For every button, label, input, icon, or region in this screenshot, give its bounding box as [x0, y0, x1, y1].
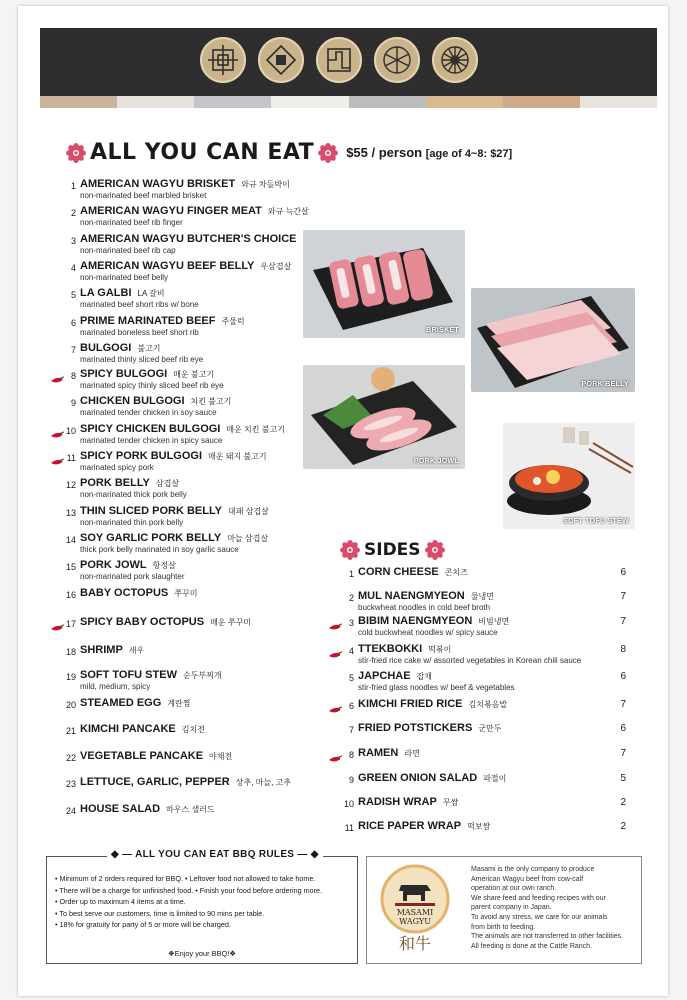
item-number: 7: [70, 345, 76, 355]
ayce-price: $55 / person [age of 4~8: $27]: [346, 145, 513, 160]
stripe-segment: [271, 96, 348, 108]
sides-title: SIDES: [364, 540, 421, 560]
item-description: mild, medium, spicy: [80, 682, 151, 691]
item-number: 2: [70, 208, 76, 218]
wagyu-text-line: Masami is the only company to produce: [471, 866, 595, 873]
item-korean-name: 콘치즈: [444, 568, 468, 577]
flower-icon: [318, 143, 338, 163]
item-korean-name: 떡볶이: [428, 645, 452, 654]
item-number: 13: [65, 508, 76, 518]
svg-text:和牛: 和牛: [398, 934, 432, 953]
item-korean-name: 떡보쌈: [467, 822, 491, 831]
item-price: 8: [620, 644, 626, 655]
item-name: AMERICAN WAGYU BEEF BELLY 우삼겹살: [80, 260, 292, 272]
item-number: 18: [65, 647, 76, 657]
item-korean-name: 김치볶음밥: [468, 700, 508, 709]
medallion-icon: [200, 37, 246, 83]
item-korean-name: 주물럭: [221, 317, 245, 326]
stripe-segment: [194, 96, 271, 108]
item-name: PORK BELLY 삼겹살: [80, 477, 180, 489]
item-number: 23: [65, 779, 76, 789]
item-name: SPICY CHICKEN BULGOGI 매운 치킨 불고기: [80, 423, 285, 435]
photo-caption: BRISKET: [426, 327, 459, 334]
item-korean-name: 라면: [404, 749, 420, 758]
item-korean-name: 불고기: [137, 344, 161, 353]
photo-brisket: [303, 230, 465, 338]
rule-line: • Minimum of 2 orders required for BBQ. • Leftover food not allowed to take home.: [55, 874, 316, 883]
photo-soft-tofu-stew: [503, 423, 635, 529]
item-number: 3: [70, 236, 76, 246]
item-description: stir-fried glass noodles w/ beef & vegetables: [358, 683, 515, 692]
bbq-rules-list: [55, 873, 322, 931]
item-description: marinated tender chicken in soy sauce: [80, 408, 217, 417]
item-name: HOUSE SALAD 하우스 샐러드: [80, 803, 215, 815]
item-number: 7: [348, 725, 354, 735]
item-price: 6: [620, 671, 626, 682]
item-name: RAMEN 라면: [358, 747, 420, 759]
item-name: BIBIM NAENGMYEON 비빔냉면: [358, 615, 510, 627]
item-name: KIMCHI FRIED RICE 김치볶음밥: [358, 698, 508, 710]
item-name: BABY OCTOPUS 쭈꾸미: [80, 587, 198, 599]
item-description: non-marinated beef rib finger: [80, 218, 183, 227]
bbq-rules-title: ◆ — ALL YOU CAN EAT BBQ RULES — ◆: [107, 849, 323, 860]
item-number: 3: [348, 618, 354, 628]
item-name: SPICY BULGOGI 매운 불고기: [80, 368, 215, 380]
item-korean-name: 매운 돼지 불고기: [208, 452, 267, 461]
wagyu-text-line: operation at our own ranch.: [471, 885, 557, 893]
item-price: 6: [620, 567, 626, 578]
item-name: FRIED POTSTICKERS 군만두: [358, 722, 502, 734]
ayce-title: ALL YOU CAN EAT: [90, 140, 315, 165]
stripe-segment: [426, 96, 503, 108]
item-korean-name: 야채전: [209, 752, 233, 761]
item-name: MUL NAENGMYEON 물냉면: [358, 590, 494, 602]
item-name: VEGETABLE PANCAKE 야채전: [80, 750, 233, 762]
item-name: LA GALBI LA 갈비: [80, 287, 165, 299]
item-description: marinated boneless beef short rib: [80, 328, 199, 337]
photo-caption: PORK JOWL: [413, 458, 459, 465]
item-korean-name: 매운 쭈꾸미: [210, 618, 251, 627]
item-price: 7: [620, 699, 626, 710]
stripe-segment: [580, 96, 657, 108]
flower-icon: [66, 143, 86, 163]
masami-wagyu-text: [471, 865, 637, 951]
item-korean-name: 항정살: [152, 561, 176, 570]
masami-wagyu-logo: [375, 863, 455, 957]
item-number: 9: [348, 775, 354, 785]
item-number: 11: [66, 453, 76, 463]
item-price: 7: [620, 748, 626, 759]
item-korean-name: 매운 불고기: [173, 370, 215, 379]
item-number: 9: [70, 398, 76, 408]
item-number: 19: [65, 672, 76, 682]
item-description: marinated spicy thinly sliced beef rib eye: [80, 381, 224, 390]
item-name: STEAMED EGG 계란찜: [80, 697, 191, 709]
item-number: 8: [70, 371, 76, 381]
item-korean-name: 무쌈: [442, 798, 459, 807]
item-name: AMERICAN WAGYU FINGER MEAT 와규 늑간살: [80, 205, 309, 217]
item-description: marinated spicy pork: [80, 463, 154, 472]
item-name: RICE PAPER WRAP 떡보쌈: [358, 820, 491, 832]
item-number: 15: [65, 562, 76, 572]
bbq-rules-footer: ❖Enjoy your BBQ!❖: [168, 949, 236, 958]
item-korean-name: 군만두: [478, 724, 502, 733]
item-price: 7: [620, 591, 626, 602]
item-number: 2: [348, 593, 354, 603]
item-description: marinated thinly sliced beef rib eye: [80, 355, 204, 364]
item-korean-name: 김치전: [181, 725, 205, 734]
item-description: marinated tender chicken in spicy sauce: [80, 436, 223, 445]
item-description: non-marinated beef rib cap: [80, 246, 176, 255]
wagyu-text-line: American Wagyu beef from cow-calf: [471, 875, 584, 883]
header-medallions: [200, 33, 500, 91]
wagyu-text-line: parent company in Japan.: [471, 904, 552, 912]
rule-line: • There will be a charge for unfinished food. • Finish your food before ordering more.: [55, 885, 322, 895]
item-name: PRIME MARINATED BEEF 주물럭: [80, 315, 245, 327]
item-description: marinated beef short ribs w/ bone: [80, 300, 199, 309]
item-name: CORN CHEESE 콘치즈: [358, 566, 468, 578]
item-name: JAPCHAE 잡채: [358, 670, 433, 682]
item-name: SOFT TOFU STEW 순두부찌개: [80, 669, 222, 681]
photo-caption: SOFT TOFU STEW: [563, 518, 629, 525]
item-korean-name: 계란찜: [167, 699, 191, 708]
item-korean-name: 마늘 삼겹살: [227, 534, 269, 543]
svg-text:MASAMI: MASAMI: [396, 908, 434, 917]
item-korean-name: 잡채: [416, 672, 433, 681]
item-number: 11: [344, 823, 354, 833]
stripe-segment: [349, 96, 426, 108]
wagyu-text-line: To avoid any stress, we care for our animals: [471, 913, 608, 921]
flower-icon: [425, 540, 445, 560]
item-korean-name: 와규 차돌박이: [241, 180, 290, 189]
item-number: 16: [65, 590, 76, 600]
svg-text:WAGYU: WAGYU: [399, 917, 431, 926]
medallion-icon: [316, 37, 362, 83]
item-number: 10: [343, 799, 354, 809]
item-korean-name: 순두부찌개: [182, 671, 222, 680]
item-korean-name: 파절이: [483, 774, 507, 783]
item-description: non-marinated beef belly: [80, 273, 169, 282]
item-number: 14: [65, 535, 76, 545]
item-korean-name: 하우스 샐러드: [166, 805, 215, 814]
item-name: PORK JOWL 항정살: [80, 559, 176, 571]
item-name: KIMCHI PANCAKE 김치전: [80, 723, 205, 735]
medallion-icon: [258, 37, 304, 83]
wagyu-text-line: We share feed and feeding recipes with our: [471, 894, 606, 902]
item-korean-name: 매운 치킨 불고기: [226, 425, 285, 434]
item-name: SHRIMP 새우: [80, 644, 145, 656]
item-name: AMERICAN WAGYU BUTCHER'S CHOICE: [80, 233, 297, 245]
item-name: GREEN ONION SALAD 파절이: [358, 772, 507, 784]
rule-line: • To best serve our customers, time is limited to 90 mins per table.: [55, 908, 265, 918]
item-name: CHICKEN BULGOGI 치킨 불고기: [80, 395, 232, 407]
item-number: 6: [70, 318, 76, 328]
medallion-icon: [374, 37, 420, 83]
item-description: non-marinated pork slaughter: [80, 572, 185, 581]
photo-caption: PORK BELLY: [581, 381, 629, 388]
ayce-title-row: [66, 140, 512, 165]
item-number: 8: [348, 750, 354, 760]
item-korean-name: 대패 삼겹살: [228, 507, 269, 516]
wagyu-text-line: from birth to feeding.: [471, 923, 536, 931]
masami-wagyu-box: [366, 856, 642, 964]
item-korean-name: 우삼겹살: [260, 262, 292, 271]
item-name: LETTUCE, GARLIC, PEPPER 상추, 마늘, 고추: [80, 776, 292, 788]
wagyu-text-line: The animals are not transferred to other facilities.: [471, 933, 624, 941]
header-color-stripe: [40, 96, 657, 108]
item-korean-name: 비빔냉면: [478, 617, 510, 626]
item-number: 17: [65, 619, 76, 629]
item-number: 5: [348, 673, 354, 683]
item-price: 7: [620, 616, 626, 627]
stripe-segment: [503, 96, 580, 108]
rule-line: • 18% for gratuity for party of 5 or more will be charged.: [55, 920, 231, 930]
item-number: 12: [65, 480, 76, 490]
item-number: 6: [348, 701, 354, 711]
item-description: buckwheat noodles in cold beef broth: [358, 603, 491, 612]
item-description: non-marinated thin pork belly: [80, 518, 184, 527]
item-korean-name: LA 갈비: [137, 289, 165, 298]
item-name: BULGOGI 불고기: [80, 342, 161, 354]
item-korean-name: 새우: [128, 646, 145, 655]
stripe-segment: [117, 96, 194, 108]
item-description: non-marinated beef marbled brisket: [80, 191, 207, 200]
wagyu-text-line: All feeding is done at the Cattle Ranch.: [471, 942, 593, 950]
photo-pork-belly: [471, 288, 635, 392]
item-number: 24: [65, 806, 76, 816]
item-number: 4: [70, 263, 76, 273]
photo-pork-jowl: [303, 365, 465, 469]
item-korean-name: 쭈꾸미: [174, 589, 198, 598]
rule-line: • Order up to maximum 4 items at a time.: [55, 897, 186, 907]
item-price: 2: [620, 797, 626, 808]
item-price: 2: [620, 821, 626, 832]
item-number: 22: [65, 753, 76, 763]
bbq-rules-box: [46, 849, 358, 964]
medallion-icon: [432, 37, 478, 83]
flower-icon: [340, 540, 360, 560]
item-korean-name: 상추, 마늘, 고추: [235, 778, 292, 787]
item-number: 10: [65, 426, 76, 436]
item-korean-name: 와규 늑간살: [267, 207, 309, 216]
item-price: 5: [620, 773, 626, 784]
item-number: 1: [348, 569, 354, 579]
item-number: 20: [65, 700, 76, 710]
item-korean-name: 치킨 불고기: [190, 397, 232, 406]
item-name: SPICY BABY OCTOPUS 매운 쭈꾸미: [80, 616, 251, 628]
item-number: 4: [348, 646, 354, 656]
item-number: 5: [70, 290, 76, 300]
item-name: TTEKBOKKI 떡볶이: [358, 643, 452, 655]
item-number: 1: [70, 181, 76, 191]
sides-title-row: [340, 540, 445, 560]
item-korean-name: 삼겹살: [155, 479, 180, 488]
item-name: THIN SLICED PORK BELLY 대패 삼겹살: [80, 505, 269, 517]
item-description: cold buckwheat noodles w/ spicy sauce: [358, 628, 498, 637]
item-number: 21: [65, 726, 76, 736]
item-description: non-marinated thick pork belly: [80, 490, 187, 499]
stripe-segment: [40, 96, 117, 108]
item-korean-name: 물냉면: [470, 592, 494, 601]
item-name: RADISH WRAP 무쌈: [358, 796, 459, 808]
item-description: stir-fried rice cake w/ assorted vegetables in Korean chili sauce: [358, 656, 582, 665]
item-name: AMERICAN WAGYU BRISKET 와규 차돌박이: [80, 178, 290, 190]
item-name: SPICY PORK BULGOGI 매운 돼지 불고기: [80, 450, 267, 462]
item-price: 6: [620, 723, 626, 734]
item-description: thick pork belly marinated in soy garlic sauce: [80, 545, 239, 554]
item-name: SOY GARLIC PORK BELLY 마늘 삼겹살: [80, 532, 269, 544]
